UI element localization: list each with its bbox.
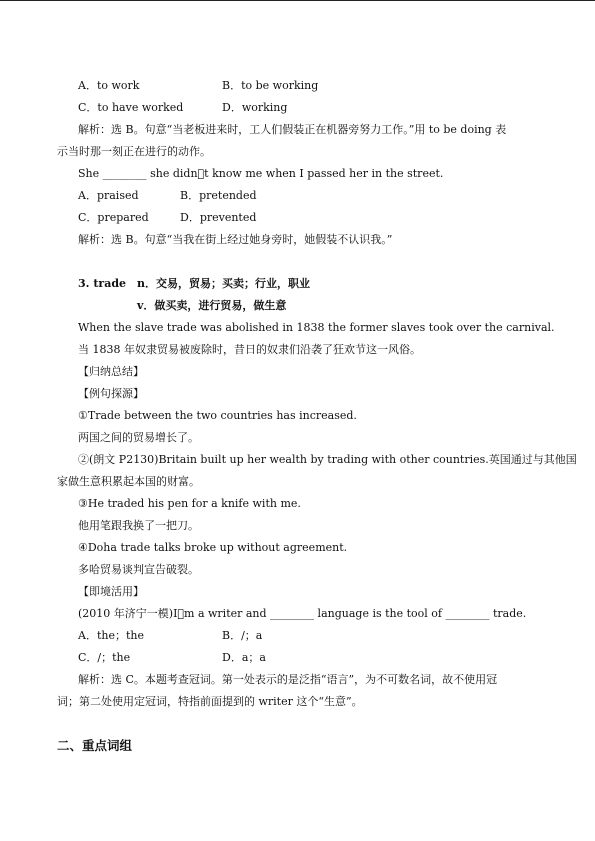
example-2-line-1: ②(朗文 P2130)Britain built up her wealth by trading with other countries.英国通过与其他国 [78, 453, 577, 466]
entry-number: 3. trade [78, 277, 127, 290]
analysis-1-line-2: 示当时那一刻正在进行的动作。 [57, 145, 211, 158]
q3-option-d: D．a；a [222, 651, 266, 664]
example-zh: 当 1838 年奴隶贸易被废除时，昔日的奴隶们沿袭了狂欢节这一风俗。 [78, 343, 421, 356]
option-a: A．to work [78, 79, 140, 92]
section-heading: 二、重点词组 [57, 738, 133, 753]
example-4-zh: 多哈贸易谈判宣告破裂。 [78, 563, 199, 576]
example-3-zh: 他用笔跟我换了一把刀。 [78, 519, 199, 532]
q2-option-d: D．prevented [180, 211, 257, 224]
entry-verb-sense: v．做买卖，进行贸易，做生意 [137, 299, 287, 312]
example-1-en: ①Trade between the two countries has increased. [78, 409, 357, 422]
entry-noun-sense: n．交易，贸易；买卖；行业，职业 [137, 277, 310, 290]
q3-option-a: A．the；the [78, 629, 144, 642]
example-4-en: ④Doha trade talks broke up without agreement. [78, 541, 348, 554]
example-en: When the slave trade was abolished in 1838 the former slaves took over the carnival. [78, 321, 555, 334]
option-c: C．to have worked [78, 101, 184, 114]
section-examples: 【例句探源】 [78, 387, 144, 400]
section-summary: 【归纳总结】 [78, 365, 144, 378]
example-3-en: ③He traded his pen for a knife with me. [78, 497, 301, 510]
q3-option-c: C．/；the [78, 651, 131, 664]
example-1-zh: 两国之间的贸易增长了。 [78, 431, 199, 444]
question-2: She ________ she didn t know me when I passed her in the street. [78, 167, 444, 180]
analysis-3-line-1: 解析：选 C。本题考查冠词。第一处表示的是泛指“语言”，为不可数名词，故不使用冠 [78, 673, 498, 686]
q3-option-b: B．/；a [222, 629, 263, 642]
q2-option-b: B．pretended [180, 189, 257, 202]
option-d: D．working [222, 101, 288, 114]
analysis-2: 解析：选 B。句意“当我在街上经过她身旁时，她假装不认识我。” [78, 233, 393, 246]
analysis-3-line-2: 词；第二处使用定冠词，特指前面提到的 writer 这个“生意”。 [57, 695, 363, 708]
q2-option-c: C．prepared [78, 211, 149, 224]
example-2-line-2: 家做生意积累起本国的财富。 [57, 475, 200, 488]
analysis-1-line-1: 解析：选 B。句意“当老板进来时，工人们假装正在机器旁努力工作。”用 to be doing 表 [78, 123, 507, 136]
option-b: B．to be working [222, 79, 319, 92]
q2-option-a: A．praised [78, 189, 139, 202]
question-3: (2010 年济宁一模)I m a writer and ________ language is the tool of ________ trade. [78, 607, 527, 620]
section-practice: 【即境活用】 [78, 585, 144, 598]
top-rule [0, 0, 595, 1]
